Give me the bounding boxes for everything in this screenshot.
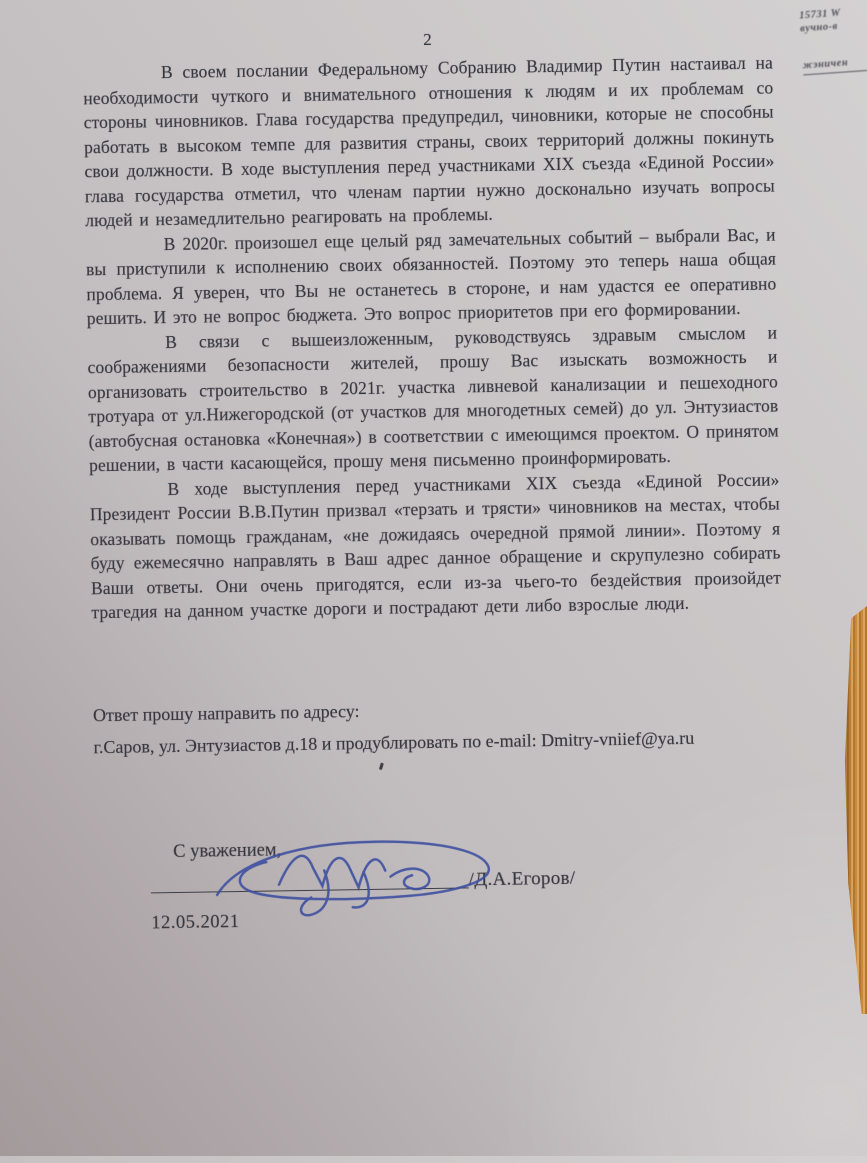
signature-date: 12.05.2021 — [151, 912, 240, 934]
signature-block — [150, 834, 671, 934]
body-paragraph: В связи с вышеизложенным, руководствуясь здравым смыслом и соображениями безопасности жителей, прошу Вас изыскать возможность и организовать строительство в 2021г. участка ливневой канализации и пешеходного тротуара от ул.Нижегородской (от участков для многодетных семей) до ул. Энтузиастов (автобусная остановка «Конечная») в соответствии с имеющимся проектом. О принятом решении, в части касающейся, прошу меня письменно проинформировать. — [87, 322, 779, 476]
body-paragraph: В 2020г. произошел еще целый ряд замечательных событий – выбрали Вас, и вы приступили к исполнению своих обязанностей. Поэтому это теперь наша общая проблема. Я уверен, что Вы не останетесь в стороне, и нам удастся ее оперативно решить. И это не вопрос бюджета. Это вопрос приоритетов при его формировании. — [85, 224, 777, 329]
signature-autograph — [208, 832, 519, 921]
signature-salutation: С уважением, — [173, 840, 282, 863]
edge-note-line: жэничен — [802, 57, 849, 72]
page-number: 2 — [423, 29, 432, 50]
reply-address-text: г.Саров, ул. Энтузиастов д.18 и продублировать по e-mail: Dmitry-vniief@ya.ru — [93, 727, 695, 758]
stray-pen-mark — [379, 762, 384, 770]
edge-note-line: 15731 W — [798, 7, 842, 22]
body-paragraph: В ходе выступления перед участниками XIX съезда «Единой России» Президент России В.В.Путин призвал «терзать и трясти» чиновников на местах, чтобы оказывать помощь гражданам, «не дожидаясь очередной прямой линии». Поэтому я буду ежемесячно направлять в Ваш адрес данное обращение и скрупулезно собирать Ваши ответы. Они очень пригодятся, если из-за чьего-то бездействия произойдет трагедия на данном участке дороги и пострадают дети либо взрослые люди. — [89, 468, 782, 623]
reply-address-intro: Ответ прошу направить по адресу: — [92, 701, 360, 726]
signature-row — [151, 869, 671, 899]
edge-note-line: вучно-в — [799, 20, 839, 35]
body-paragraph: В своем послании Федеральному Собранию Владимир Путин настаивал на необходимости чуткого и внимательного отношения к людям и их проблемам со стороны чиновников. Глава государства предупредил, чиновники, которые не способны работать в высоком темпе для развития страны, своих территорий должны покинуть свои должности. В ходе выступления перед участниками XIX съезда «Единой России» глава государства отметил, что членам партии нужно досконально изучать вопросы людей и незамедлительно реагировать на проблемы. — [83, 52, 775, 231]
signatory-name: /Д.А.Егоров/ — [468, 867, 576, 891]
reply-address-line — [93, 726, 793, 758]
reply-address-block — [93, 694, 794, 758]
